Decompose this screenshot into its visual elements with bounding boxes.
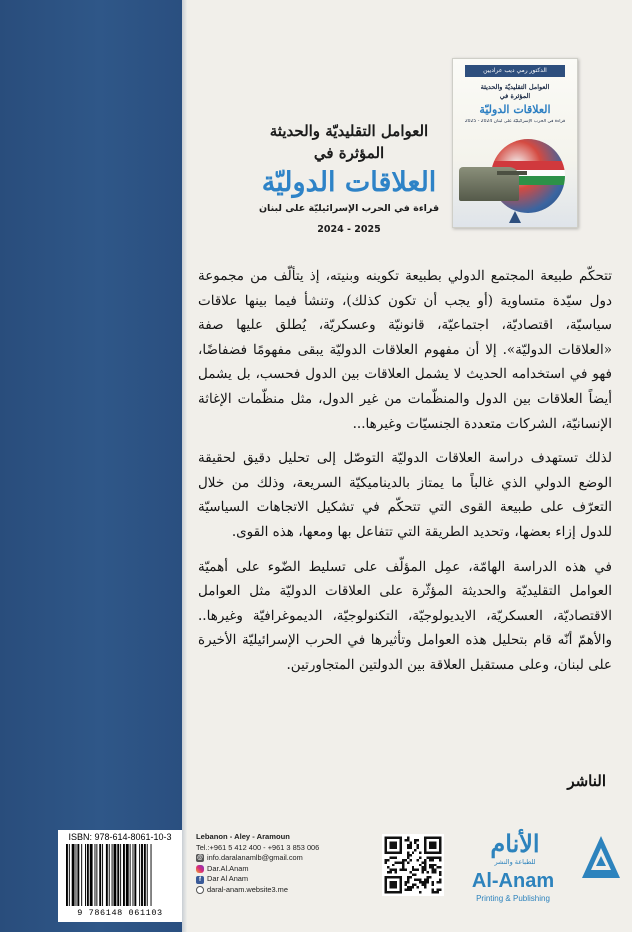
isbn-barcode bbox=[58, 830, 182, 922]
publisher-tagline-arabic: للطباعة والنشر bbox=[494, 858, 536, 866]
blurb-paragraph-1: تتحكّم طبيعة المجتمع الدولي بطبيعة تكوينه وبنيته، إذ يتألّف من مجموعة دول سيّدة متساوية (أو يجب أن تكون كذلك)، وتنشأ فيما بينها علاقات سياسيّة، اقتصاديّة، اجتماعيّة، قانونيّة وعسكريّة، يُطلق عليها صفة «العلاقات الدوليّة». إلا أن مفهوم العلاقات الدوليّة يبقى مفهومًا فضفاضًا، فهو في استخدامه الحديث لا يشمل العلاقات بين الدول فحسب، بل يشمل أيضاً العلاقات بين الدول والمنظّمات من غير الدول، مثل منظّمات الإغاثة الإنسانيّة، الشركات متعددة الجنسيّات وغيرها... bbox=[198, 268, 612, 432]
publisher-logo-mark-icon bbox=[580, 834, 622, 880]
title-line1: العوامل التقليديّة والحديثة bbox=[269, 122, 429, 140]
blurb-paragraph-3: في هذه الدراسة الهامّة، عمِل المؤلّف على تسليط الضّوء على أهميّة العوامل التقليديّة والحديثة المؤثّرة على العلاقات الدوليّة مثل العوامل الاقتصاديّة، العسكريّة، الايديولوجيّة، التكنولوجيّة، الديموغرافيّة وغيرها.. والأهمّ أنّه قام بتحليل هذه العوامل وتأثيرها في الحرب الإسرائيليّة الأخيرة على لبنان، وعلى مستقبل العلاقة بين الدولتين المتجاورتين. bbox=[198, 558, 612, 673]
mail-icon: @ bbox=[197, 855, 203, 862]
instagram-icon bbox=[196, 865, 204, 873]
isbn-digits: 9 786148 061103 bbox=[77, 908, 163, 918]
facebook-icon: f bbox=[196, 876, 204, 884]
publisher-name-arabic: الأنام bbox=[490, 829, 540, 858]
barcode-bars bbox=[66, 844, 174, 906]
publisher-mini-logo-icon bbox=[509, 211, 521, 223]
publisher-name-english: Al-Anam bbox=[471, 870, 555, 892]
publisher-signature: الناشر bbox=[567, 772, 606, 790]
publisher-contacts bbox=[196, 832, 366, 896]
blurb-text bbox=[198, 264, 612, 688]
blurb-paragraph-2: لذلك تستهدف دراسة العلاقات الدوليّة التوصّل إلى تحليل دقيق لحقيقة الوضع الدولي الذي غالباً ما يمتاز بالديناميكيّة السريعة، وذلك من خلال التعرّف على طبيعة القوى التي تتحكّم في تشكيل الاتجاهات السياسيّة للدول إزاء بعضها، وتحديد الطريقة التي تتفاعل بها ومعها، هذه القوى. bbox=[198, 450, 612, 540]
tank-barrel-illustration bbox=[497, 171, 527, 175]
contact-facebook: Dar Al Anam bbox=[207, 874, 249, 884]
contact-instagram-row bbox=[196, 864, 366, 875]
thumbnail-subtitle: قراءة في الحرب الإسرائيليّة على لبنان 2024 - 2025 bbox=[464, 119, 566, 124]
thumbnail-title-line1: العوامل التقليديّة والحديثة bbox=[480, 83, 550, 91]
title-subtitle: قراءة في الحرب الإسرائيليّة على لبنان bbox=[258, 203, 440, 214]
thumbnail-title-lines bbox=[461, 83, 569, 101]
front-cover-thumbnail bbox=[452, 58, 578, 228]
spine-edge bbox=[182, 0, 187, 932]
contact-website-row bbox=[196, 885, 366, 896]
contact-email: info.daralanamlb@gmail.com bbox=[207, 853, 303, 863]
globe-icon bbox=[196, 886, 204, 894]
contact-facebook-row bbox=[196, 874, 366, 885]
title-years: 2024 - 2025 bbox=[317, 224, 381, 235]
title-main: العلاقات الدوليّة bbox=[261, 167, 437, 198]
back-cover-spine-band bbox=[0, 0, 182, 932]
thumbnail-author: الدكتور رمي ديب عراديين bbox=[465, 65, 565, 77]
contact-phone: Tel.:+961 5 412 400 - +961 3 853 006 bbox=[196, 842, 320, 852]
contact-email-row bbox=[196, 853, 366, 864]
contact-website: daral-anam.website3.me bbox=[207, 884, 288, 894]
title-line2: المؤثرة في bbox=[313, 144, 385, 162]
book-title-block bbox=[250, 120, 448, 216]
publisher-tagline-english: Printing & Publishing bbox=[476, 894, 550, 903]
thumbnail-title-line2: المؤثرة في bbox=[499, 92, 531, 100]
thumbnail-title-main: العلاقات الدوليّة bbox=[479, 103, 551, 116]
contact-address: Lebanon - Aley - Aramoun bbox=[196, 832, 290, 841]
qr-code bbox=[382, 834, 444, 896]
isbn-label: ISBN: 978-614-8061-10-3 bbox=[68, 832, 172, 842]
publisher-logo bbox=[448, 828, 624, 922]
contact-instagram: Dar.Al.Anam bbox=[207, 863, 249, 873]
